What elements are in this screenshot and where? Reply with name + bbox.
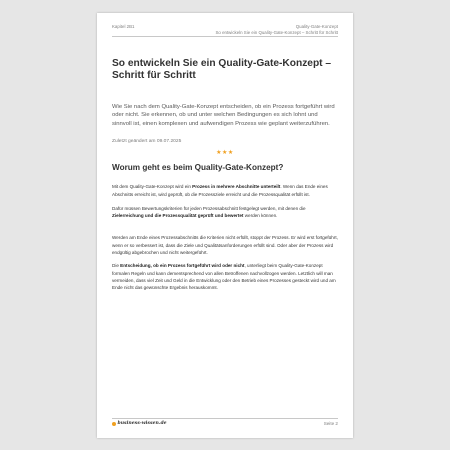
page-footer [112,421,338,426]
paragraph-2-text: Dafür müssen Bewertungskriterien für jeden Prozessabschnitt festgelegt werden, mit denen die [112,205,306,211]
paragraph-3: Werden am Ende eines Prozessabschnitts die Kriterien nicht erfüllt, stoppt der Prozess. Er wird erst fortgeführt, wenn er so verbessert ist, dass die Ziele und Qualitätsanforderungen erfüllt sind. Oder aber der Prozess wird endgültig abgebrochen und nicht weitergeführt. [112,235,338,255]
document-page [97,13,353,438]
logo-text: business-wissen.de [117,421,167,426]
footer-divider [112,418,338,419]
page-title: So entwickeln Sie ein Quality-Gate-Konzept – Schritt für Schritt [112,57,332,81]
paragraph-1-bold: Prozess in mehrere Abschnitte unterteilt [192,184,281,190]
paragraph-2-bold: Zielerreichung und die Prozessqualität geprüft und bewertet [112,213,244,219]
chapter-label: Kapitel 2B1 [112,24,135,29]
section-label: Quality-Gate-Konzept [295,24,338,29]
intro-text: Wie Sie nach dem Quality-Gate-Konzept entscheiden, ob ein Prozess fortgeführt wird oder nicht. Sie erkennen, ob und unter welchen Bedingungen es sich lohnt und sinnvoll ist, einen komplexen und aufwendigen Prozess wie geplant weiterzuführen. [112,103,335,128]
page-number: Seite 2 [323,421,338,426]
last-updated: Zuletzt geändert am 09.07.2025 [112,139,182,145]
header-divider [112,36,338,37]
paragraph-1-text-end: . Wenn das Ende eines Abschnitts erreicht ist, wird geprüft, ob die Prozessziele erreicht und die Prozessqualität erfüllt ist. [112,184,328,197]
paragraph-4-text: Die [112,263,121,269]
paragraph-2 [112,205,338,220]
page-header [112,24,338,35]
paragraph-1 [112,183,338,198]
paragraph-4 [112,262,338,291]
paragraph-4-text-end: , unterliegt beim Quality-Gate-Konzept formalen Regeln und kann dementsprechend von allen Betroffenen nachvollzogen werden. Letztlich will man vermeiden, dass viel Zeit und Geld in die Entwicklung oder den Betrieb eines Prozesses gesteckt wird und am Ende nicht das gewünschte Ergebnis herauskommt. [112,263,336,291]
star-separator: ★★★ [216,150,234,157]
logo-dot-icon [112,422,116,426]
paragraph-2-text-end: werden können. [243,213,278,219]
brand-logo [112,421,167,426]
paragraph-1-text: Mit dem Quality-Gate-Konzept wird ein [112,184,193,190]
section-heading: Worum geht es beim Quality-Gate-Konzept? [112,163,284,173]
header-right [215,24,338,35]
paragraph-4-bold: Entscheidung, ob ein Prozess fortgeführt wird oder nicht [120,263,245,269]
header-subtitle: So entwickeln Sie ein Quality-Gate-Konzept – Schritt für Schritt [215,29,338,35]
